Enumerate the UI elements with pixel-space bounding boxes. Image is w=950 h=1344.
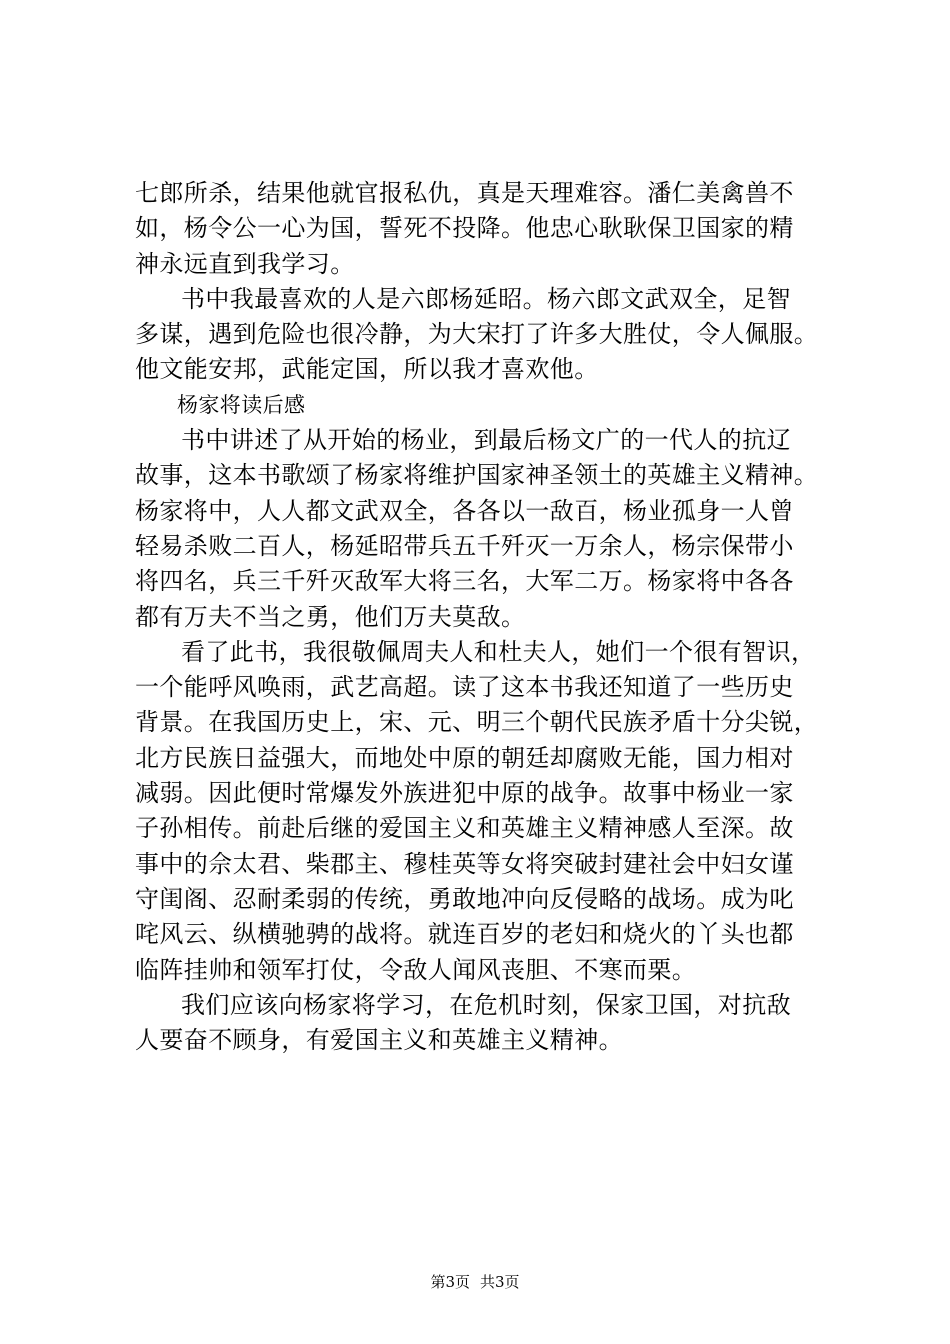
text-line: 轻易杀败二百人，杨延昭带兵五千歼灭一万余人，杨宗保带小 xyxy=(135,531,794,560)
text-line: 人要奋不顾身，有爱国主义和英雄主义精神。 xyxy=(135,1026,623,1055)
text-line: 将四名，兵三千歼灭敌军大将三名，大军二万。杨家将中各各 xyxy=(135,567,794,596)
text-line: 书中我最喜欢的人是六郎杨延昭。杨六郎文武双全，足智 xyxy=(181,284,791,313)
text-line: 书中讲述了从开始的杨业，到最后杨文广的一代人的抗辽 xyxy=(181,426,791,455)
text-line: 背景。在我国历史上，宋、元、明三个朝代民族矛盾十分尖锐， xyxy=(135,708,819,737)
text-line: 事中的佘太君、柴郡主、穆桂英等女将突破封建社会中妇女谨 xyxy=(135,849,794,878)
text-line: 如，杨令公一心为国，誓死不投降。他忠心耿耿保卫国家的精 xyxy=(135,214,794,243)
text-line: 故事，这本书歌颂了杨家将维护国家神圣领土的英雄主义精神。 xyxy=(135,461,819,490)
text-line: 减弱。因此便时常爆发外族进犯中原的战争。故事中杨业一家 xyxy=(135,779,794,808)
text-line: 北方民族日益强大，而地处中原的朝廷却腐败无能，国力相对 xyxy=(135,743,794,772)
section-heading: 杨家将读后感 xyxy=(177,392,306,417)
text-line: 神永远直到我学习。 xyxy=(135,249,355,278)
total-pages: 共3页 xyxy=(480,1273,520,1291)
text-line: 咤风云、纵横驰骋的战将。就连百岁的老妇和烧火的丫头也都 xyxy=(135,920,794,949)
text-line: 看了此书，我很敬佩周夫人和杜夫人，她们一个很有智识， xyxy=(181,637,816,666)
text-line: 多谋，遇到危险也很冷静，为大宋打了许多大胜仗，令人佩服。 xyxy=(135,320,819,349)
text-line: 子孙相传。前赴后继的爱国主义和英雄主义精神感人至深。故 xyxy=(135,814,794,843)
text-line: 一个能呼风唤雨，武艺高超。读了这本书我还知道了一些历史 xyxy=(135,673,794,702)
page-number: 第3页 xyxy=(430,1273,470,1291)
text-line: 杨家将中，人人都文武双全，各各以一敌百，杨业孤身一人曾 xyxy=(135,496,794,525)
text-line: 七郎所杀，结果他就官报私仇，真是天理难容。潘仁美禽兽不 xyxy=(135,179,794,207)
document-body xyxy=(135,176,835,1058)
text-line: 都有万夫不当之勇，他们万夫莫敌。 xyxy=(135,602,526,631)
text-line: 我们应该向杨家将学习，在危机时刻，保家卫国，对抗敌 xyxy=(181,990,791,1019)
text-line: 他文能安邦，武能定国，所以我才喜欢他。 xyxy=(135,355,599,384)
page-footer xyxy=(0,1272,950,1292)
text-line: 临阵挂帅和领军打仗，令敌人闻风丧胆、不寒而栗。 xyxy=(135,955,697,984)
text-line: 守闺阁、忍耐柔弱的传统，勇敢地冲向反侵略的战场。成为叱 xyxy=(135,884,794,913)
